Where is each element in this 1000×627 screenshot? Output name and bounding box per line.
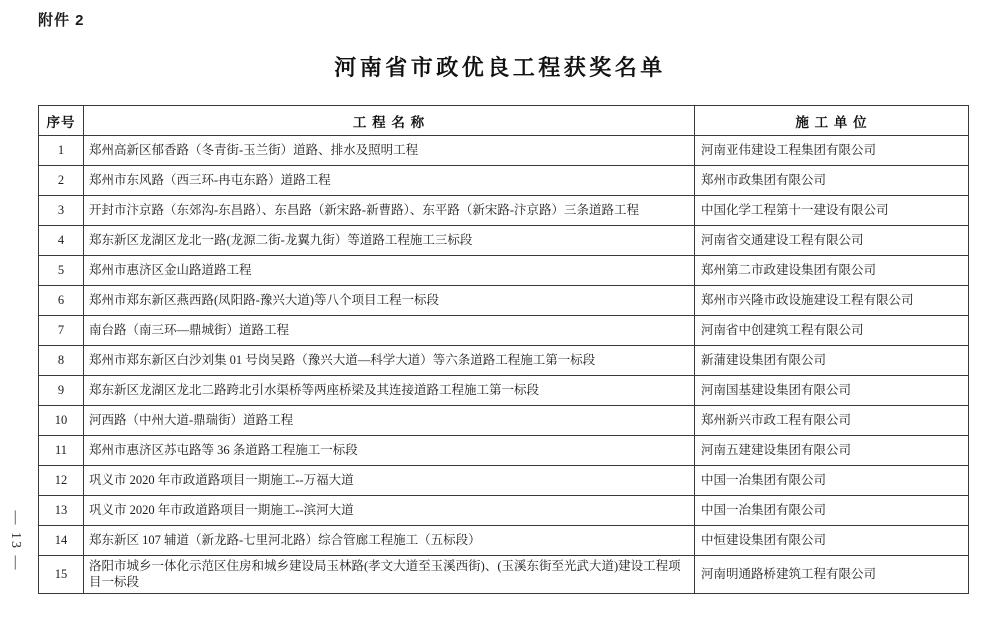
table-row <box>39 226 969 256</box>
project-name-cell: 洛阳市城乡一体化示范区住房和城乡建设局玉林路(孝文大道至玉溪西街)、(玉溪东街至光武大道)建设工程项目一标段 <box>84 556 695 594</box>
row-index-cell: 2 <box>39 166 84 196</box>
row-index-cell: 12 <box>39 466 84 496</box>
project-name-cell: 郑东新区 107 辅道（新龙路-七里河北路）综合管廊工程施工（五标段） <box>84 526 695 556</box>
table-row <box>39 526 969 556</box>
company-cell: 郑州新兴市政工程有限公司 <box>695 406 969 436</box>
company-cell: 中国一冶集团有限公司 <box>695 496 969 526</box>
company-cell: 河南国基建设集团有限公司 <box>695 376 969 406</box>
company-cell: 新蒲建设集团有限公司 <box>695 346 969 376</box>
table-row <box>39 436 969 466</box>
row-index-cell: 1 <box>39 136 84 166</box>
company-cell: 河南省中创建筑工程有限公司 <box>695 316 969 346</box>
project-name-cell: 巩义市 2020 年市政道路项目一期施工--万福大道 <box>84 466 695 496</box>
awards-table-body <box>39 136 969 594</box>
company-cell: 中恒建设集团有限公司 <box>695 526 969 556</box>
page-number: — 13 — <box>8 510 23 572</box>
company-cell: 中国一冶集团有限公司 <box>695 466 969 496</box>
project-name-cell: 郑州市惠济区金山路道路工程 <box>84 256 695 286</box>
row-index-cell: 15 <box>39 556 84 594</box>
project-name-cell: 郑州市惠济区苏屯路等 36 条道路工程施工一标段 <box>84 436 695 466</box>
row-index-cell: 7 <box>39 316 84 346</box>
table-row <box>39 466 969 496</box>
header-cell-index: 序号 <box>39 106 84 136</box>
table-row <box>39 166 969 196</box>
project-name-cell: 郑东新区龙湖区龙北二路跨北引水渠桥等两座桥梁及其连接道路工程施工第一标段 <box>84 376 695 406</box>
table-row <box>39 406 969 436</box>
table-row <box>39 256 969 286</box>
row-index-cell: 5 <box>39 256 84 286</box>
table-row <box>39 346 969 376</box>
row-index-cell: 11 <box>39 436 84 466</box>
table-row <box>39 496 969 526</box>
company-cell: 郑州市政集团有限公司 <box>695 166 969 196</box>
awards-table-header <box>39 106 969 136</box>
page-title: 河南省市政优良工程获奖名单 <box>334 55 666 80</box>
company-cell: 河南省交通建设工程有限公司 <box>695 226 969 256</box>
company-cell: 河南明通路桥建筑工程有限公司 <box>695 556 969 594</box>
table-row <box>39 136 969 166</box>
header-cell-project-name: 工 程 名 称 <box>84 106 695 136</box>
row-index-cell: 4 <box>39 226 84 256</box>
project-name-cell: 郑州市郑东新区白沙刘集 01 号岗吴路（豫兴大道—科学大道）等六条道路工程施工第一标段 <box>84 346 695 376</box>
table-row <box>39 196 969 226</box>
table-row <box>39 556 969 594</box>
row-index-cell: 9 <box>39 376 84 406</box>
row-index-cell: 3 <box>39 196 84 226</box>
project-name-cell: 开封市汴京路（东郊沟-东昌路）、东昌路（新宋路-新曹路）、东平路（新宋路-汴京路）三条道路工程 <box>84 196 695 226</box>
project-name-cell: 郑州高新区郁香路（冬青街-玉兰街）道路、排水及照明工程 <box>84 136 695 166</box>
company-cell: 郑州市兴隆市政设施建设工程有限公司 <box>695 286 969 316</box>
project-name-cell: 巩义市 2020 年市政道路项目一期施工--滨河大道 <box>84 496 695 526</box>
company-cell: 河南五建建设集团有限公司 <box>695 436 969 466</box>
row-index-cell: 14 <box>39 526 84 556</box>
project-name-cell: 郑州市郑东新区燕西路(凤阳路-豫兴大道)等八个项目工程一标段 <box>84 286 695 316</box>
project-name-cell: 郑东新区龙湖区龙北一路(龙源二街-龙翼九街）等道路工程施工三标段 <box>84 226 695 256</box>
row-index-cell: 10 <box>39 406 84 436</box>
header-cell-company: 施 工 单 位 <box>695 106 969 136</box>
row-index-cell: 6 <box>39 286 84 316</box>
table-row <box>39 286 969 316</box>
project-name-cell: 河西路（中州大道-鼎瑞街）道路工程 <box>84 406 695 436</box>
row-index-cell: 13 <box>39 496 84 526</box>
attachment-label: 附件 2 <box>38 12 85 29</box>
table-row <box>39 376 969 406</box>
header-row <box>39 106 969 136</box>
table-row <box>39 316 969 346</box>
company-cell: 河南亚伟建设工程集团有限公司 <box>695 136 969 166</box>
project-name-cell: 南台路（南三环—鼎城街）道路工程 <box>84 316 695 346</box>
company-cell: 中国化学工程第十一建设有限公司 <box>695 196 969 226</box>
row-index-cell: 8 <box>39 346 84 376</box>
awards-table <box>38 105 969 594</box>
company-cell: 郑州第二市政建设集团有限公司 <box>695 256 969 286</box>
project-name-cell: 郑州市东风路（西三环-冉屯东路）道路工程 <box>84 166 695 196</box>
